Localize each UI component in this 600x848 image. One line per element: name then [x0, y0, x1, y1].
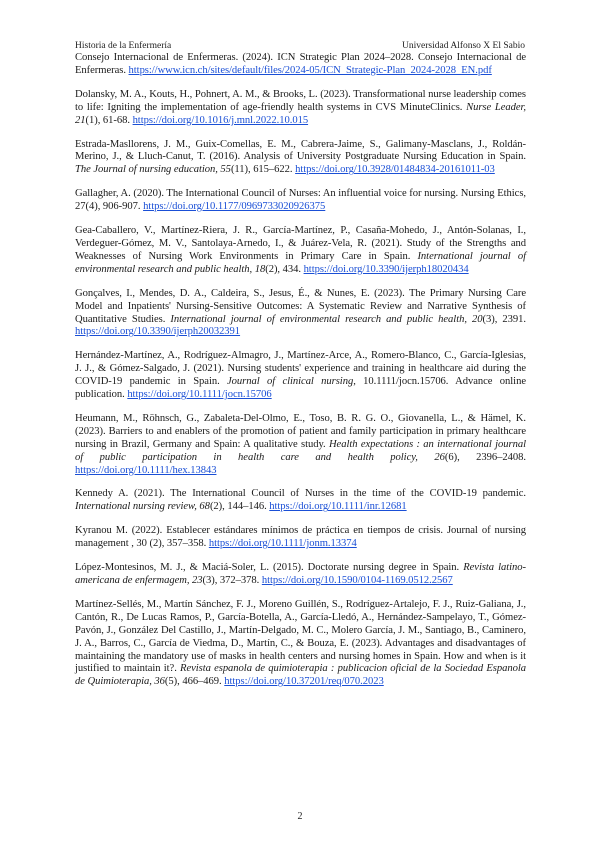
reference-details: (3), 2391. — [482, 313, 526, 325]
reference-text: Gallagher, A. (2020). The International Council of Nurses: An influential voice for nursing. Nursing Ethics, 27(4), 906-907. — [75, 188, 526, 213]
reference-entry — [75, 599, 526, 689]
reference-link[interactable]: https://doi.org/10.3928/01484834-20161011-03 — [295, 164, 495, 176]
reference-details: (6), 2396–2408. — [444, 451, 526, 463]
reference-details: , 10.1111/jocn.15706. Advance online publication. — [75, 376, 526, 401]
page-number: 2 — [297, 811, 303, 822]
reference-link[interactable]: https://doi.org/10.1590/0104-1169.0512.2567 — [261, 575, 453, 586]
reference-text: Kyranou M. (2022). Establecer estándares mínimos de práctica en tiempos de crisis. Journal of nursing management , 30 (2), 357–358. — [75, 525, 526, 550]
header-course-title: Historia de la Enfermería — [75, 41, 172, 51]
reference-source: Revista latino-americana de enfermagem, 23 — [75, 562, 527, 586]
reference-text: Gonçalves, I., Mendes, D. A., Caldeira, S., Jesus, É., & Nunes, E. (2023). The Primary Nursing Care Model and Inpatients' Nursing-Sensitive Outcomes: A Systematic Review and Narrative Synthesis of Quantitative Studies. — [75, 287, 526, 325]
reference-link[interactable]: https://doi.org/10.1177/0969733020926375 — [143, 201, 326, 213]
reference-source: Revista espanola de quimioterapia : publicacion oficial de la Sociedad Espanola de Quimioterapia, 36 — [75, 663, 527, 688]
reference-text: Estrada-Masllorens, J. M., Guix-Comellas, E. M., Cabrera-Jaime, S., Galimany-Masclans, J., Roldán-Merino, J., & Lluch-Canut, T. (2016). Analysis of University Postgraduate Nursing Education in Spain. — [75, 138, 526, 163]
reference-source: International journal of environmental research and public health, 20 — [170, 313, 483, 325]
reference-source: International journal of environmental research and public health, 18 — [75, 250, 526, 275]
reference-link[interactable]: https://doi.org/10.37201/req/070.2023 — [224, 676, 384, 688]
reference-link[interactable]: https://doi.org/10.3390/ijerph20032391 — [75, 326, 241, 338]
reference-text: Gea-Caballero, V., Martínez-Riera, J. R., García-Martínez, P., Casaña-Mohedo, J., Antón-Solanas, I., Verdeguer-Gómez, M. V., Santolaya-Arnedo, I., & Juárez-Vela, R. (2021). Study of the Strengths and Weaknesses of Nursing Work Environments in Primary Care in Spain. — [75, 225, 526, 262]
reference-details: (2), 144–146. — [209, 501, 270, 513]
reference-source: International nursing review, 68 — [75, 501, 210, 513]
reference-text: Dolansky, M. A., Kouts, H., Pohnert, A. M., & Brooks, L. (2023). Transformational nurse leadership comes to life: Igniting the implementation of age-friendly health systems in CVS MinuteClinics. — [75, 88, 526, 113]
reference-entry — [75, 188, 526, 214]
header-university: Universidad Alfonso X El Sabio — [402, 41, 525, 51]
reference-source: The Journal of nursing education, 55 — [75, 164, 231, 176]
reference-link[interactable]: https://doi.org/10.1111/jocn.15706 — [127, 389, 272, 401]
reference-details: (3), 372–378. — [202, 575, 262, 586]
reference-text: Consejo Internacional de Enfermeras. (2024). ICN Strategic Plan 2024–2028. Consejo Internacional de Enfermeras. — [75, 52, 526, 76]
reference-details: (1), 61-68. — [85, 114, 133, 126]
reference-details: (5), 466–469. — [164, 676, 225, 688]
reference-details: (11), 615–622. — [230, 164, 296, 176]
reference-entry — [75, 413, 526, 478]
reference-entry — [75, 562, 526, 588]
reference-link[interactable]: https://doi.org/10.1111/hex.13843 — [75, 464, 217, 476]
reference-entry — [75, 288, 526, 340]
reference-text: Heumann, M., Röhnsch, G., Zabaleta-Del-Olmo, E., Toso, B. R. G. O., Giovanella, L., & Hämel, K. (2023). Barriers to and enablers of the promotion of patient and family participation in primary healthcare nursing in Brazil, Germany and Spain: A qualitative study. — [75, 412, 526, 450]
reference-source: Journal of clinical nursing — [227, 376, 354, 388]
reference-entry — [75, 52, 526, 78]
reference-text: Martínez-Sellés, M., Martín Sánchez, F. J., Moreno Guillén, S., Rodríguez-Artalejo, F. J., Ruiz-Galiana, J., Cantón, R., De Lucas Ramos, P., García-Botella, A., García-Lledó, A., Hernández-Sampelayo, T., Gómez-Pavón, J., González Del Castillo, J., Martín-Delgado, M. C., Molero García, J. M., Santiago, B., Caminero, J. A., Barros, C., García de Viedma, D., Martín, C., & Bouza, E. (2023). Advantages and disadvantages of maintaining the mandatory use of masks in health centers and nursing homes in Spain. How and when is it justified to maintain it?. — [75, 598, 526, 675]
reference-list — [75, 52, 526, 700]
reference-source: Health expectations : an international journal of public participation in health care and health policy, 26 — [75, 438, 526, 463]
reference-entry — [75, 350, 526, 402]
reference-link[interactable]: https://doi.org/10.1111/jonm.13374 — [208, 538, 357, 550]
reference-link[interactable]: https://www.icn.ch/sites/default/files/2024-05/ICN_Strategic-Plan_2024-2028_EN.pdf — [128, 64, 492, 76]
reference-entry — [75, 139, 526, 178]
reference-text: Hernández-Martínez, A., Rodríguez-Almagro, J., Martínez-Arce, A., Romero-Blanco, C., García-Iglesias, J. J., & Gómez-Salgado, J. (2021). Nursing students' experience and training in healthcare aid during the COVID-19 pandemic in Spain. — [75, 350, 526, 388]
reference-link[interactable]: https://doi.org/10.3390/ijerph18020434 — [303, 263, 469, 275]
reference-entry — [75, 525, 526, 551]
reference-entry — [75, 488, 526, 514]
reference-text: Kennedy A. (2021). The International Council of Nurses in the time of the COVID-19 pandemic. — [75, 488, 526, 500]
reference-entry — [75, 89, 526, 128]
reference-entry — [75, 225, 526, 277]
reference-link[interactable]: https://doi.org/10.1111/inr.12681 — [269, 501, 407, 513]
reference-details: (2), 434. — [265, 263, 304, 275]
reference-text: López-Montesinos, M. J., & Maciá-Soler, L. (2015). Doctorate nursing degree in Spain. — [75, 562, 464, 574]
reference-source: Nurse Leader, 21 — [75, 101, 527, 126]
reference-link[interactable]: https://doi.org/10.1016/j.mnl.2022.10.015 — [132, 114, 309, 126]
